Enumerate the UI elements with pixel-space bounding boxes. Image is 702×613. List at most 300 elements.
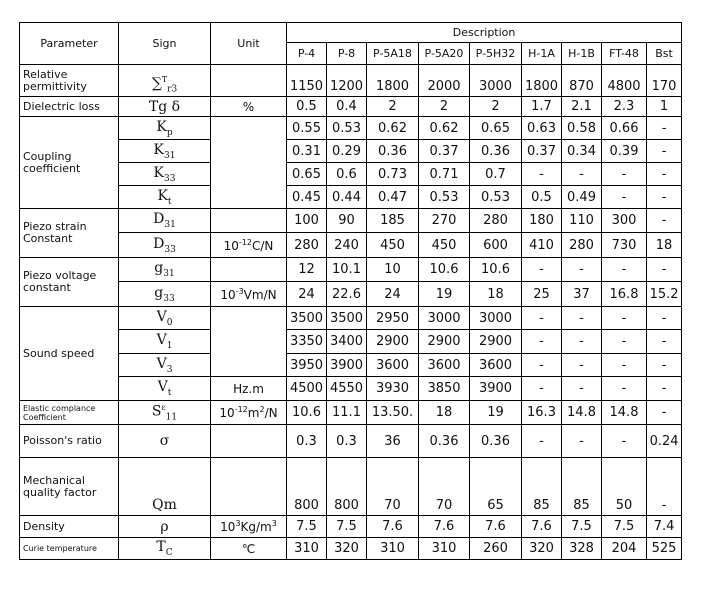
value-cell: 0.34 (562, 140, 602, 163)
value-cell: 0.36 (419, 425, 470, 458)
value-cell: 7.6 (522, 516, 562, 538)
value-cell: 280 (470, 209, 522, 233)
header-sign: Sign (119, 23, 211, 65)
value-cell: - (647, 186, 682, 209)
value-cell: 15.2 (647, 282, 682, 307)
sign-symbol: Tg δ (148, 98, 181, 115)
value-cell: 1 (647, 97, 682, 117)
value-cell: 4800 (602, 65, 647, 97)
sign-cell (119, 140, 211, 163)
sign-symbol: ∑ (151, 75, 162, 92)
value-cell: 0.6 (327, 163, 367, 186)
value-cell: 0.29 (327, 140, 367, 163)
table-row (20, 97, 682, 117)
value-cell: 7.5 (602, 516, 647, 538)
table-row (20, 425, 682, 458)
sign-subscript: p (166, 127, 173, 138)
unit-base: 10 (219, 406, 235, 420)
value-cell: 24 (367, 282, 419, 307)
table-row (20, 140, 682, 163)
value-cell: 270 (419, 209, 470, 233)
sign-subscript: C (165, 547, 173, 558)
value-cell: 0.62 (367, 117, 419, 140)
value-cell: 0.5 (287, 97, 327, 117)
unit-cell (211, 425, 287, 458)
sign-symbol: V (156, 332, 167, 349)
sign-cell (119, 282, 211, 307)
value-cell: 0.47 (367, 186, 419, 209)
value-cell: 18 (647, 233, 682, 258)
parameter-cell: Sound speed (20, 307, 119, 401)
unit-cell (211, 258, 287, 282)
value-cell: 70 (419, 458, 470, 516)
value-cell: 0.37 (522, 140, 562, 163)
unit-cell (211, 117, 287, 209)
sign-subscript: 33 (163, 293, 175, 304)
column-header: P-4 (287, 43, 327, 65)
sign-symbol: K (156, 118, 167, 135)
sign-subscript: 31 (164, 219, 176, 230)
value-cell: 7.6 (419, 516, 470, 538)
value-cell: 1.7 (522, 97, 562, 117)
sign-subscript: r3 (167, 84, 178, 94)
sign-subscript: 31 (164, 150, 176, 161)
value-cell: 3900 (470, 377, 522, 401)
parameter-cell: Curie temperature (20, 538, 119, 560)
value-cell: 36 (367, 425, 419, 458)
unit-exponent: -3 (235, 286, 244, 296)
unit-cell (211, 307, 287, 377)
value-cell: - (647, 307, 682, 330)
value-cell: - (522, 258, 562, 282)
header-description: Description (287, 23, 682, 43)
value-cell: 10.6 (419, 258, 470, 282)
value-cell: 0.63 (522, 117, 562, 140)
parameter-cell: Poisson's ratio (20, 425, 119, 458)
value-cell: 310 (287, 538, 327, 560)
value-cell: - (602, 354, 647, 377)
table-row (20, 307, 682, 330)
sign-subscript: 1 (166, 340, 173, 351)
value-cell: 85 (562, 458, 602, 516)
table-row (20, 401, 682, 425)
value-cell: 19 (470, 401, 522, 425)
sign-symbol: S (151, 403, 162, 420)
table-row (20, 233, 682, 258)
table-row (20, 258, 682, 282)
value-cell: 3950 (287, 354, 327, 377)
value-cell: 7.5 (327, 516, 367, 538)
sign-symbol: V (156, 308, 167, 325)
value-cell: 16.3 (522, 401, 562, 425)
value-cell: 37 (562, 282, 602, 307)
unit-base: 10 (223, 238, 239, 253)
unit-cell (211, 209, 287, 233)
unit-cell (211, 282, 287, 307)
sign-cell (119, 425, 211, 458)
value-cell: 7.4 (647, 516, 682, 538)
value-cell: - (647, 209, 682, 233)
value-cell: 0.55 (287, 117, 327, 140)
value-cell: 800 (327, 458, 367, 516)
value-cell: 0.44 (327, 186, 367, 209)
value-cell: 25 (522, 282, 562, 307)
parameter-cell: Elastic complance Coefficient (20, 401, 119, 425)
unit-text: Kg/m (240, 520, 272, 534)
table-row (20, 377, 682, 401)
sign-cell (119, 377, 211, 401)
value-cell: 24 (287, 282, 327, 307)
value-cell: 10.1 (327, 258, 367, 282)
value-cell: 185 (367, 209, 419, 233)
value-cell: - (522, 377, 562, 401)
value-cell: - (647, 117, 682, 140)
value-cell: 1800 (522, 65, 562, 97)
column-header: FT-48 (602, 43, 647, 65)
value-cell: 90 (327, 209, 367, 233)
table-row (20, 65, 682, 97)
value-cell: 0.45 (287, 186, 327, 209)
value-cell: - (647, 401, 682, 425)
value-cell: 240 (327, 233, 367, 258)
value-cell: 10 (367, 258, 419, 282)
column-header: P-5H32 (470, 43, 522, 65)
value-cell: 0.62 (419, 117, 470, 140)
table-row (20, 186, 682, 209)
value-cell: 18 (470, 282, 522, 307)
value-cell: - (602, 330, 647, 354)
column-header: P-5A20 (419, 43, 470, 65)
sign-cell (119, 186, 211, 209)
unit-text: m (247, 406, 260, 420)
value-cell: - (647, 354, 682, 377)
value-cell: 0.53 (470, 186, 522, 209)
table-row (20, 330, 682, 354)
value-cell: 410 (522, 233, 562, 258)
value-cell: 328 (562, 538, 602, 560)
value-cell: 310 (419, 538, 470, 560)
sign-cell (119, 163, 211, 186)
sign-symbol: V (157, 379, 168, 396)
unit-cell (211, 516, 287, 538)
value-cell: 50 (602, 458, 647, 516)
value-cell: - (602, 163, 647, 186)
value-cell: - (562, 307, 602, 330)
value-cell: 18 (419, 401, 470, 425)
value-cell: - (647, 330, 682, 354)
sign-subscript: 0 (166, 317, 173, 328)
unit-exponent: 2 (259, 405, 265, 414)
unit-cell: ℃ (211, 538, 287, 560)
value-cell: 19 (419, 282, 470, 307)
table-row (20, 538, 682, 560)
unit-text: /N (264, 406, 278, 420)
value-cell: - (562, 163, 602, 186)
value-cell: 0.49 (562, 186, 602, 209)
value-cell: 800 (287, 458, 327, 516)
value-cell: 2.3 (602, 97, 647, 117)
sign-cell (119, 458, 211, 516)
sign-subscript: t (167, 387, 172, 398)
value-cell: 0.71 (419, 163, 470, 186)
value-cell: 22.6 (327, 282, 367, 307)
value-cell: - (562, 258, 602, 282)
value-cell: 2950 (367, 307, 419, 330)
value-cell: - (522, 307, 562, 330)
sign-cell (119, 538, 211, 560)
value-cell: 2000 (419, 65, 470, 97)
value-cell: 1200 (327, 65, 367, 97)
column-header: P-8 (327, 43, 367, 65)
value-cell: - (647, 458, 682, 516)
unit-base: 10 (220, 287, 236, 302)
value-cell: 730 (602, 233, 647, 258)
parameter-cell: Coupling coefficient (20, 117, 119, 209)
value-cell: - (602, 258, 647, 282)
sign-superscript: T (161, 74, 168, 84)
value-cell: 16.8 (602, 282, 647, 307)
sign-symbol: g (154, 284, 164, 301)
table-row (20, 516, 682, 538)
value-cell: 3500 (327, 307, 367, 330)
value-cell: - (562, 330, 602, 354)
sign-cell (119, 65, 211, 97)
sign-subscript: 33 (164, 173, 176, 184)
value-cell: 3500 (287, 307, 327, 330)
unit-cell (211, 401, 287, 425)
value-cell: 14.8 (602, 401, 647, 425)
sign-cell (119, 401, 211, 425)
parameter-cell: Dielectric loss (20, 97, 119, 117)
value-cell: 280 (562, 233, 602, 258)
value-cell: 525 (647, 538, 682, 560)
sign-symbol: D (153, 211, 165, 228)
sign-cell (119, 209, 211, 233)
header-parameter: Parameter (20, 23, 119, 65)
sign-subscript: 31 (163, 268, 175, 279)
value-cell: 3850 (419, 377, 470, 401)
properties-table-container (19, 22, 682, 560)
value-cell: 3900 (327, 354, 367, 377)
value-cell: 110 (562, 209, 602, 233)
value-cell: 0.53 (419, 186, 470, 209)
unit-cell (211, 233, 287, 258)
value-cell: - (522, 354, 562, 377)
value-cell: - (647, 163, 682, 186)
header-unit: Unit (211, 23, 287, 65)
sign-cell (119, 97, 211, 117)
unit-exponent: -12 (234, 405, 248, 414)
value-cell: 1800 (367, 65, 419, 97)
table-row (20, 458, 682, 516)
value-cell: - (602, 425, 647, 458)
value-cell: 180 (522, 209, 562, 233)
value-cell: 11.1 (327, 401, 367, 425)
unit-cell (211, 65, 287, 97)
column-header: Bst (647, 43, 682, 65)
value-cell: 10.6 (287, 401, 327, 425)
unit-cell: % (211, 97, 287, 117)
sign-symbol: D (153, 235, 165, 252)
sign-cell (119, 233, 211, 258)
value-cell: 0.36 (470, 140, 522, 163)
value-cell: - (562, 377, 602, 401)
value-cell: 2 (367, 97, 419, 117)
table-row (20, 354, 682, 377)
value-cell: 0.58 (562, 117, 602, 140)
value-cell: 280 (287, 233, 327, 258)
sign-subscript: t (167, 196, 172, 207)
value-cell: - (602, 377, 647, 401)
sign-symbol: g (154, 260, 164, 277)
sign-subscript: 33 (164, 244, 176, 255)
unit-exponent: 3 (235, 519, 241, 528)
sign-symbol: K (153, 141, 164, 158)
value-cell: 0.24 (647, 425, 682, 458)
sign-cell (119, 258, 211, 282)
value-cell: 0.66 (602, 117, 647, 140)
sign-cell (119, 117, 211, 140)
value-cell: 310 (367, 538, 419, 560)
value-cell: 4500 (287, 377, 327, 401)
sign-symbol: Qm (152, 497, 177, 513)
value-cell: 3930 (367, 377, 419, 401)
parameter-cell: Piezo strain Constant (20, 209, 119, 258)
value-cell: 3350 (287, 330, 327, 354)
value-cell: 0.65 (470, 117, 522, 140)
value-cell: 0.53 (327, 117, 367, 140)
sign-cell (119, 307, 211, 330)
value-cell: 3000 (470, 65, 522, 97)
unit-cell: Hz.m (211, 377, 287, 401)
value-cell: 100 (287, 209, 327, 233)
value-cell: 260 (470, 538, 522, 560)
value-cell: 12 (287, 258, 327, 282)
value-cell: 0.7 (470, 163, 522, 186)
value-cell: - (522, 425, 562, 458)
parameter-cell: Mechanical quality factor (20, 458, 119, 516)
table-row (20, 117, 682, 140)
value-cell: 13.50. (367, 401, 419, 425)
unit-cell (211, 458, 287, 516)
value-cell: 0.65 (287, 163, 327, 186)
value-cell: - (602, 307, 647, 330)
sign-cell (119, 330, 211, 354)
value-cell: 3000 (470, 307, 522, 330)
piezo-properties-table (19, 22, 682, 560)
value-cell: - (522, 163, 562, 186)
column-header: H-1B (562, 43, 602, 65)
value-cell: 3600 (470, 354, 522, 377)
value-cell: 1150 (287, 65, 327, 97)
value-cell: - (647, 258, 682, 282)
sign-symbol: T (156, 539, 166, 556)
value-cell: 320 (522, 538, 562, 560)
parameter-cell: Relative permittivity (20, 65, 119, 97)
value-cell: 0.3 (327, 425, 367, 458)
sign-cell (119, 516, 211, 538)
table-row (20, 282, 682, 307)
sign-symbol: K (157, 187, 168, 204)
unit-text: C/N (251, 238, 274, 253)
unit-base: 10 (220, 520, 236, 534)
value-cell: 3600 (367, 354, 419, 377)
value-cell: 7.5 (287, 516, 327, 538)
sign-symbol: K (153, 164, 164, 181)
column-header: H-1A (522, 43, 562, 65)
value-cell: 600 (470, 233, 522, 258)
value-cell: 0.37 (419, 140, 470, 163)
value-cell: 0.4 (327, 97, 367, 117)
value-cell: 7.6 (367, 516, 419, 538)
column-header: P-5A18 (367, 43, 419, 65)
value-cell: 10.6 (470, 258, 522, 282)
value-cell: 0.3 (287, 425, 327, 458)
sign-symbol: V (156, 355, 167, 372)
value-cell: - (647, 377, 682, 401)
value-cell: 85 (522, 458, 562, 516)
sign-subscript: 3 (166, 364, 173, 375)
sign-superscript: ε (161, 402, 166, 412)
value-cell: 0.5 (522, 186, 562, 209)
value-cell: 2900 (367, 330, 419, 354)
value-cell: 300 (602, 209, 647, 233)
value-cell: - (562, 354, 602, 377)
sign-subscript: 11 (165, 412, 178, 423)
value-cell: 0.36 (470, 425, 522, 458)
value-cell: 0.31 (287, 140, 327, 163)
unit-exponent: 3 (271, 519, 277, 528)
value-cell: 14.8 (562, 401, 602, 425)
value-cell: 3000 (419, 307, 470, 330)
value-cell: 3400 (327, 330, 367, 354)
value-cell: 0.73 (367, 163, 419, 186)
sign-cell (119, 354, 211, 377)
value-cell: 170 (647, 65, 682, 97)
table-body (20, 65, 682, 560)
value-cell: 2 (419, 97, 470, 117)
value-cell: 450 (419, 233, 470, 258)
value-cell: 7.6 (470, 516, 522, 538)
value-cell: - (562, 425, 602, 458)
value-cell: 0.36 (367, 140, 419, 163)
parameter-cell: Piezo voltage constant (20, 258, 119, 307)
value-cell: - (522, 330, 562, 354)
value-cell: - (602, 186, 647, 209)
value-cell: - (647, 140, 682, 163)
value-cell: 2 (470, 97, 522, 117)
unit-exponent: -12 (238, 237, 252, 247)
value-cell: 204 (602, 538, 647, 560)
parameter-cell: Density (20, 516, 119, 538)
value-cell: 870 (562, 65, 602, 97)
value-cell: 3600 (419, 354, 470, 377)
value-cell: 2900 (419, 330, 470, 354)
value-cell: 2.1 (562, 97, 602, 117)
value-cell: 2900 (470, 330, 522, 354)
sign-symbol: σ (159, 433, 170, 449)
sign-symbol: ρ (160, 518, 169, 535)
value-cell: 0.39 (602, 140, 647, 163)
value-cell: 7.5 (562, 516, 602, 538)
value-cell: 320 (327, 538, 367, 560)
table-row (20, 163, 682, 186)
table-row (20, 209, 682, 233)
value-cell: 70 (367, 458, 419, 516)
value-cell: 65 (470, 458, 522, 516)
value-cell: 450 (367, 233, 419, 258)
unit-text: Vm/N (243, 287, 277, 302)
